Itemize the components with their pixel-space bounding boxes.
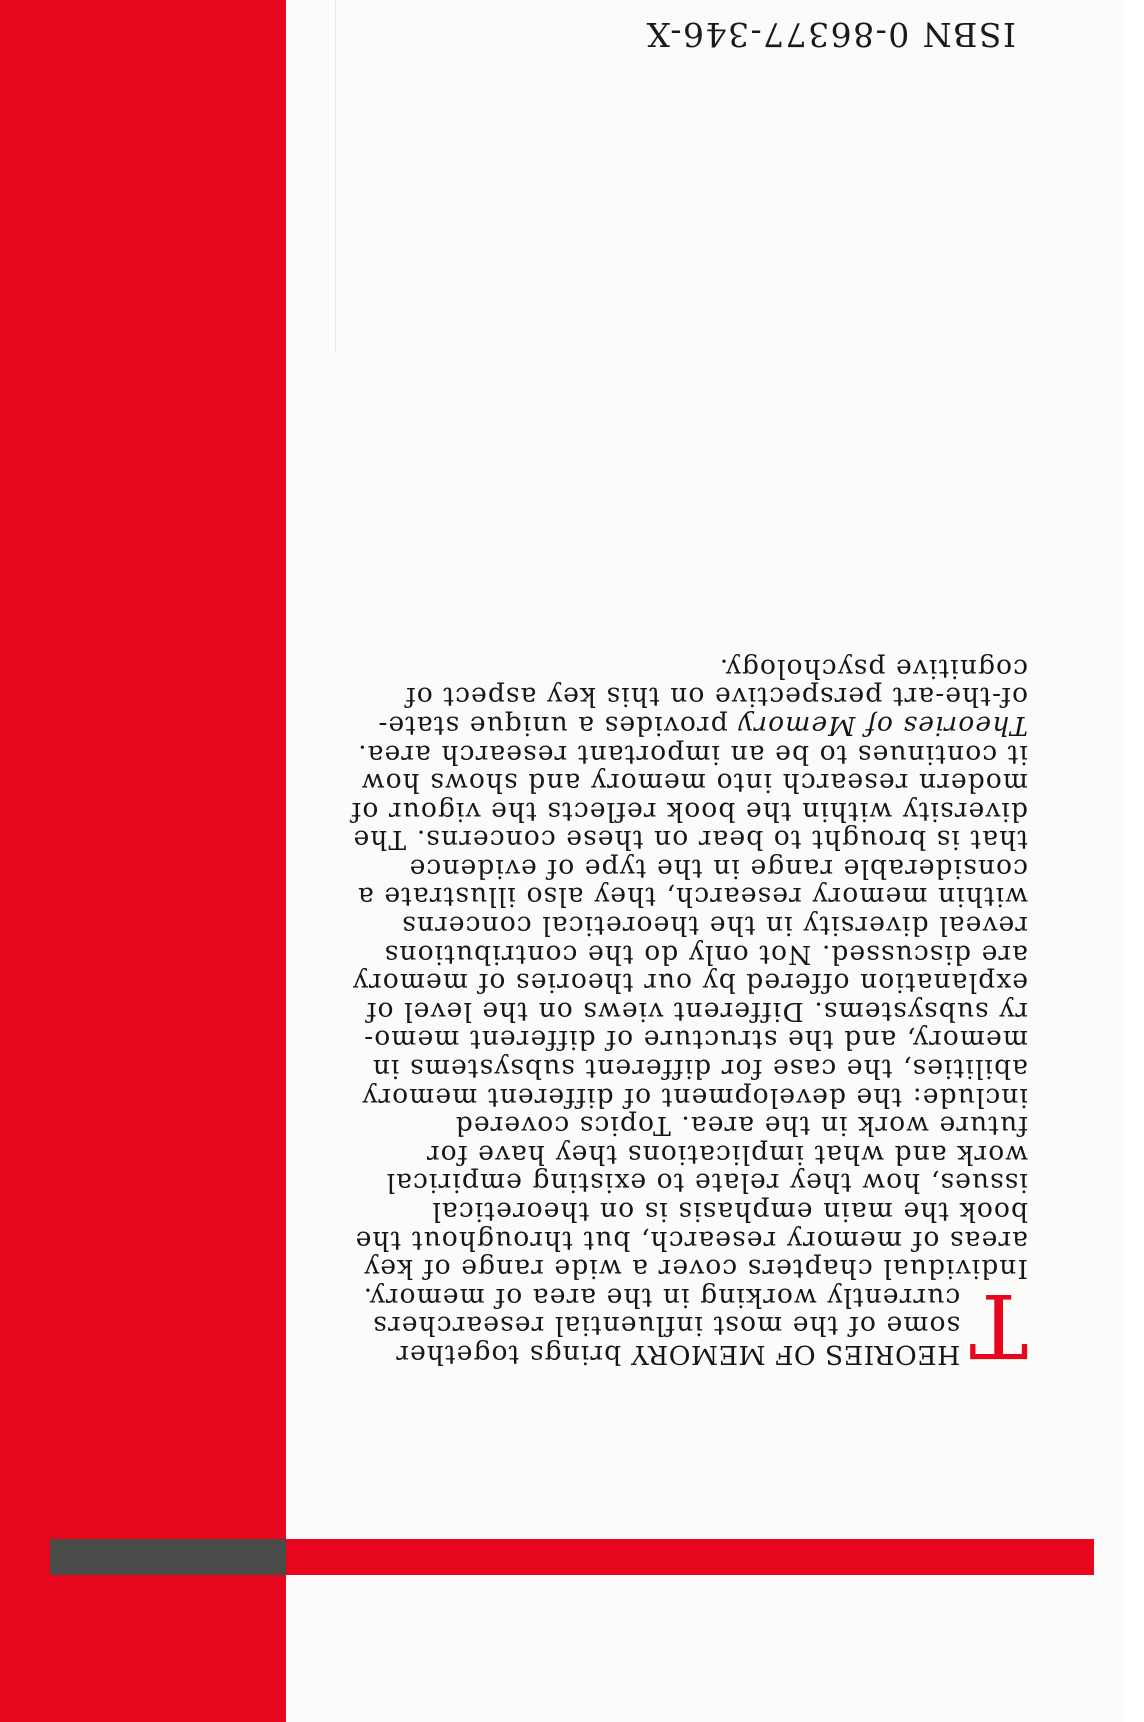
blurb-line: [388, 1339, 1028, 1368]
blurb-line: issues, how they relate to existing empirical: [385, 1167, 1028, 1199]
blurb-line: reveal diversity in the theoretical concerns: [401, 910, 1028, 942]
cover-edge: [1124, 0, 1144, 1722]
blurb-line: areas of memory research, but throughout the: [354, 1224, 1028, 1256]
blurb-line: some of the most influential researchers: [372, 1310, 961, 1342]
red-stripe-bar: [286, 1539, 1094, 1575]
blurb-line: are discussed. Not only do the contributions: [383, 938, 1028, 970]
blurb-line: it continues to be an important research area.: [357, 738, 1028, 770]
blurb-line: book the main emphasis is on theoretical: [431, 1196, 1028, 1228]
blurb-line: Individual chapters cover a wide range of key: [363, 1253, 1028, 1285]
blurb-line: work and what implications they have for: [425, 1138, 1028, 1170]
blurb-line: future work in the area. Topics covered: [454, 1110, 1028, 1142]
blurb-line: modern research into memory and shows how: [360, 767, 1028, 799]
blurb-line: memory, and the structure of different memo-: [363, 1024, 1028, 1056]
blurb-line: explanation offered by our theories of memory: [351, 967, 1028, 999]
blurb-line-text: provides a unique state-: [377, 709, 738, 741]
blurb-line: [377, 709, 1028, 741]
sticker-outline: [285, 0, 336, 352]
grey-stripe-bar: [50, 1539, 286, 1575]
blurb-italic-title: Theories of Memory: [737, 709, 1028, 741]
blurb-title-caps: HEORIES OF MEMORY: [630, 1339, 961, 1370]
blurb-line: of-the-art perspective on this key aspect of: [404, 681, 1028, 713]
blurb-line: abilities, the case for different subsystems in: [371, 1053, 1028, 1085]
blurb-line: considerable range in the type of evidence: [408, 852, 1028, 884]
blurb-line: cognitive psychology.: [718, 652, 1028, 684]
isbn-number: ISBN 0-86377-346-X: [645, 15, 1016, 54]
blurb-line-text: brings together: [395, 1339, 631, 1370]
blurb-line: include: the development of different memory: [361, 1081, 1028, 1113]
blurb-line: ry subsystems. Different views on the level of: [365, 995, 1028, 1027]
red-spine-band: [0, 0, 286, 1722]
blurb-line: that is brought to bear on these concerns. The: [352, 824, 1028, 856]
blurb-line: within memory research, they also illustrate a: [356, 881, 1028, 913]
drop-cap: T: [968, 1274, 1028, 1377]
blurb-text: [350, 652, 1028, 1377]
blurb-line: currently working in the area of memory.: [362, 1281, 961, 1313]
blurb-line: diversity within the book reflects the vigour of: [350, 795, 1028, 827]
